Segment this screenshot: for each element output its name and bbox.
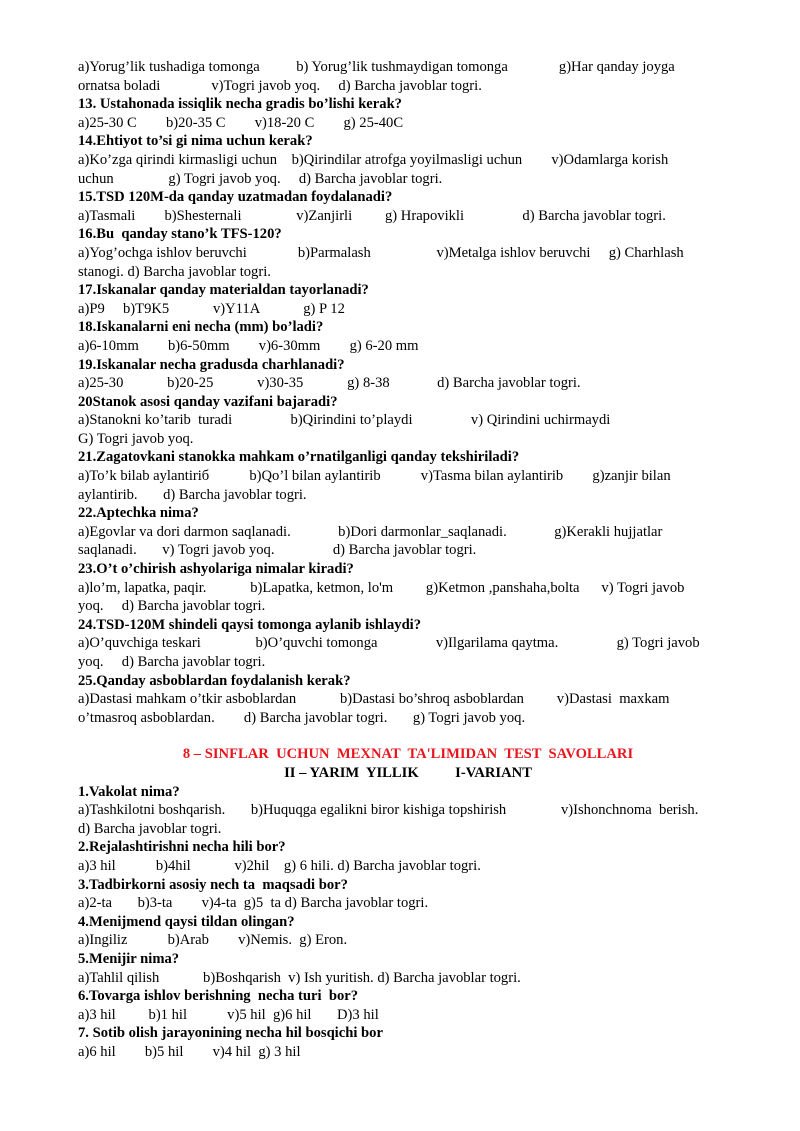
answer-options: a)P9 b)T9K5 v)Y11A g) P 12: [78, 300, 345, 317]
answer-options: aylantirib. d) Barcha javoblar togri.: [78, 486, 307, 503]
question-text: 17.Iskanalar qanday materialdan tayorlanadi?: [78, 282, 369, 299]
answer-options: a)6-10mm b)6-50mm v)6-30mm g) 6-20 mm: [78, 337, 419, 354]
answer-options: a)To’k bilab aylantiriб b)Qo’l bilan aylantirib v)Tasma bilan aylantirib g)zanjir bilan: [78, 468, 671, 485]
question-text: 1.Vakolat nima?: [78, 783, 180, 800]
answer-options: a)O’quvchiga teskari b)O’quvchi tomonga v)Ilgarilama qaytma. g) Togri javob: [78, 635, 700, 652]
answer-options: o’tmasroq asboblardan. d) Barcha javoblar togri. g) Togri javob yoq.: [78, 709, 526, 726]
answer-options: d) Barcha javoblar togri.: [78, 820, 222, 837]
question-text: 19.Iskanalar necha gradusda charhlanadi?: [78, 356, 345, 373]
question-text: 7. Sotib olish jarayonining necha hil bosqichi bor: [78, 1025, 383, 1042]
answer-options: yoq. d) Barcha javoblar togri.: [78, 654, 266, 670]
answer-options: G) Togri javob yoq.: [78, 430, 194, 447]
question-text: 25.Qanday asboblardan foydalanish kerak?: [78, 672, 351, 689]
answer-options: ornatsa boladi v)Togri javob yoq. d) Barcha javoblar togri.: [78, 77, 482, 94]
question-text: 15.TSD 120M-da qanday uzatmadan foydalanadi?: [78, 189, 393, 206]
answer-options: a)6 hil b)5 hil v)4 hil g) 3 hil: [78, 1043, 301, 1060]
question-text: 2.Rejalashtirishni necha hili bor?: [78, 839, 286, 856]
question-text: 14.Ehtiyot to’si gi nima uchun kerak?: [78, 133, 313, 150]
question-text: 3.Tadbirkorni asosiy nech ta maqsadi bor?: [78, 876, 348, 893]
question-text: 16.Bu qanday stano’k TFS-120?: [78, 226, 282, 243]
answer-options: a)25-30 C b)20-35 C v)18-20 C g) 25-40C: [78, 114, 404, 131]
answer-options: a)Egovlar va dori darmon saqlanadi. b)Dori darmonlar_saqlanadi. g)Kerakli hujjatlar: [78, 523, 663, 540]
answer-options: a)Tashkilotni boshqarish. b)Huquqga egalikni biror kishiga topshirish v)Ishonchnoma berish.: [78, 802, 699, 819]
answer-options: a)25-30 b)20-25 v)30-35 g) 8-38 d) Barcha javoblar togri.: [78, 375, 581, 392]
question-text: 22.Aptechka nima?: [78, 505, 199, 522]
answer-options: a)Tahlil qilish b)Boshqarish v) Ish yuritish. d) Barcha javoblar togri.: [78, 969, 521, 986]
spacer: [78, 727, 768, 745]
answer-options: a)Tasmali b)Shesternali v)Zanjirli g) Hrapovikli d) Barcha javoblar togri.: [78, 207, 666, 224]
answer-options: yoq. d) Barcha javoblar togri.: [78, 598, 266, 615]
answer-options: a)2-ta b)3-ta v)4-ta g)5 ta d) Barcha javoblar togri.: [78, 895, 429, 912]
question-text: 13. Ustahonada issiqlik necha gradis bo’lishi kerak?: [78, 96, 402, 113]
answer-options: a)3 hil b)1 hil v)5 hil g)6 hil D)3 hil: [78, 1006, 379, 1023]
section-subtitle: II – YARIM YILLIK I-VARIANT: [284, 764, 532, 781]
question-text: 6.Tovarga ishlov berishning necha turi bor?: [78, 988, 359, 1005]
question-text: 20Stanok asosi qanday vazifani bajaradi?: [78, 393, 338, 410]
answer-options: uchun g) Togri javob yoq. d) Barcha javoblar togri.: [78, 170, 443, 187]
question-text: 21.Zagatovkani stanokka mahkam o’rnatilganligi qanday tekshiriladi?: [78, 449, 520, 466]
answer-options: stanogi. d) Barcha javoblar togri.: [78, 263, 271, 280]
question-text: 18.Iskanalarni eni necha (mm) bo’ladi?: [78, 319, 324, 336]
answer-options: a)Stanokni ko’tarib turadi b)Qirindini to’playdi v) Qirindini uchirmaydi: [78, 412, 611, 429]
answer-options: a)Yog’ochga ishlov beruvchi b)Parmalash v)Metalga ishlov beruvchi g) Charhlash: [78, 244, 684, 261]
question-text: 4.Menijmend qaysi tildan olingan?: [78, 913, 295, 930]
answer-options: saqlanadi. v) Togri javob yoq. d) Barcha javoblar togri.: [78, 542, 477, 559]
section-title: 8 – SINFLAR UCHUN MEXNAT TA'LIMIDAN TEST SAVOLLARI: [182, 746, 634, 763]
document-page: [78, 58, 768, 1061]
question-text: 5.Menijir nima?: [78, 950, 180, 967]
answer-options: a)3 hil b)4hil v)2hil g) 6 hili. d) Barcha javoblar togri.: [78, 857, 481, 874]
question-text: 23.O’t o’chirish ashyolariga nimalar kiradi?: [78, 561, 354, 578]
question-text: 24.TSD-120M shindeli qaysi tomonga aylanib ishlaydi?: [78, 616, 422, 633]
answer-options: a)Yorug’lik tushadiga tomonga b) Yorug’lik tushmaydigan tomonga g)Har qanday joyga: [78, 59, 675, 75]
answer-options: a)Dastasi mahkam o’tkir asboblardan b)Dastasi bo’shroq asboblardan v)Dastasi maxkam: [78, 691, 670, 708]
answer-options: a)lo’m, lapatka, paqir. b)Lapatka, ketmon, lo'm g)Ketmon ,panshaha,bolta v) Togri javob: [78, 579, 685, 596]
answer-options: a)Ko’zga qirindi kirmasligi uchun b)Qirindilar atrofga yoyilmasligi uchun v)Odamlarga korish: [78, 151, 669, 168]
answer-options: a)Ingiliz b)Arab v)Nemis. g) Eron.: [78, 932, 348, 949]
